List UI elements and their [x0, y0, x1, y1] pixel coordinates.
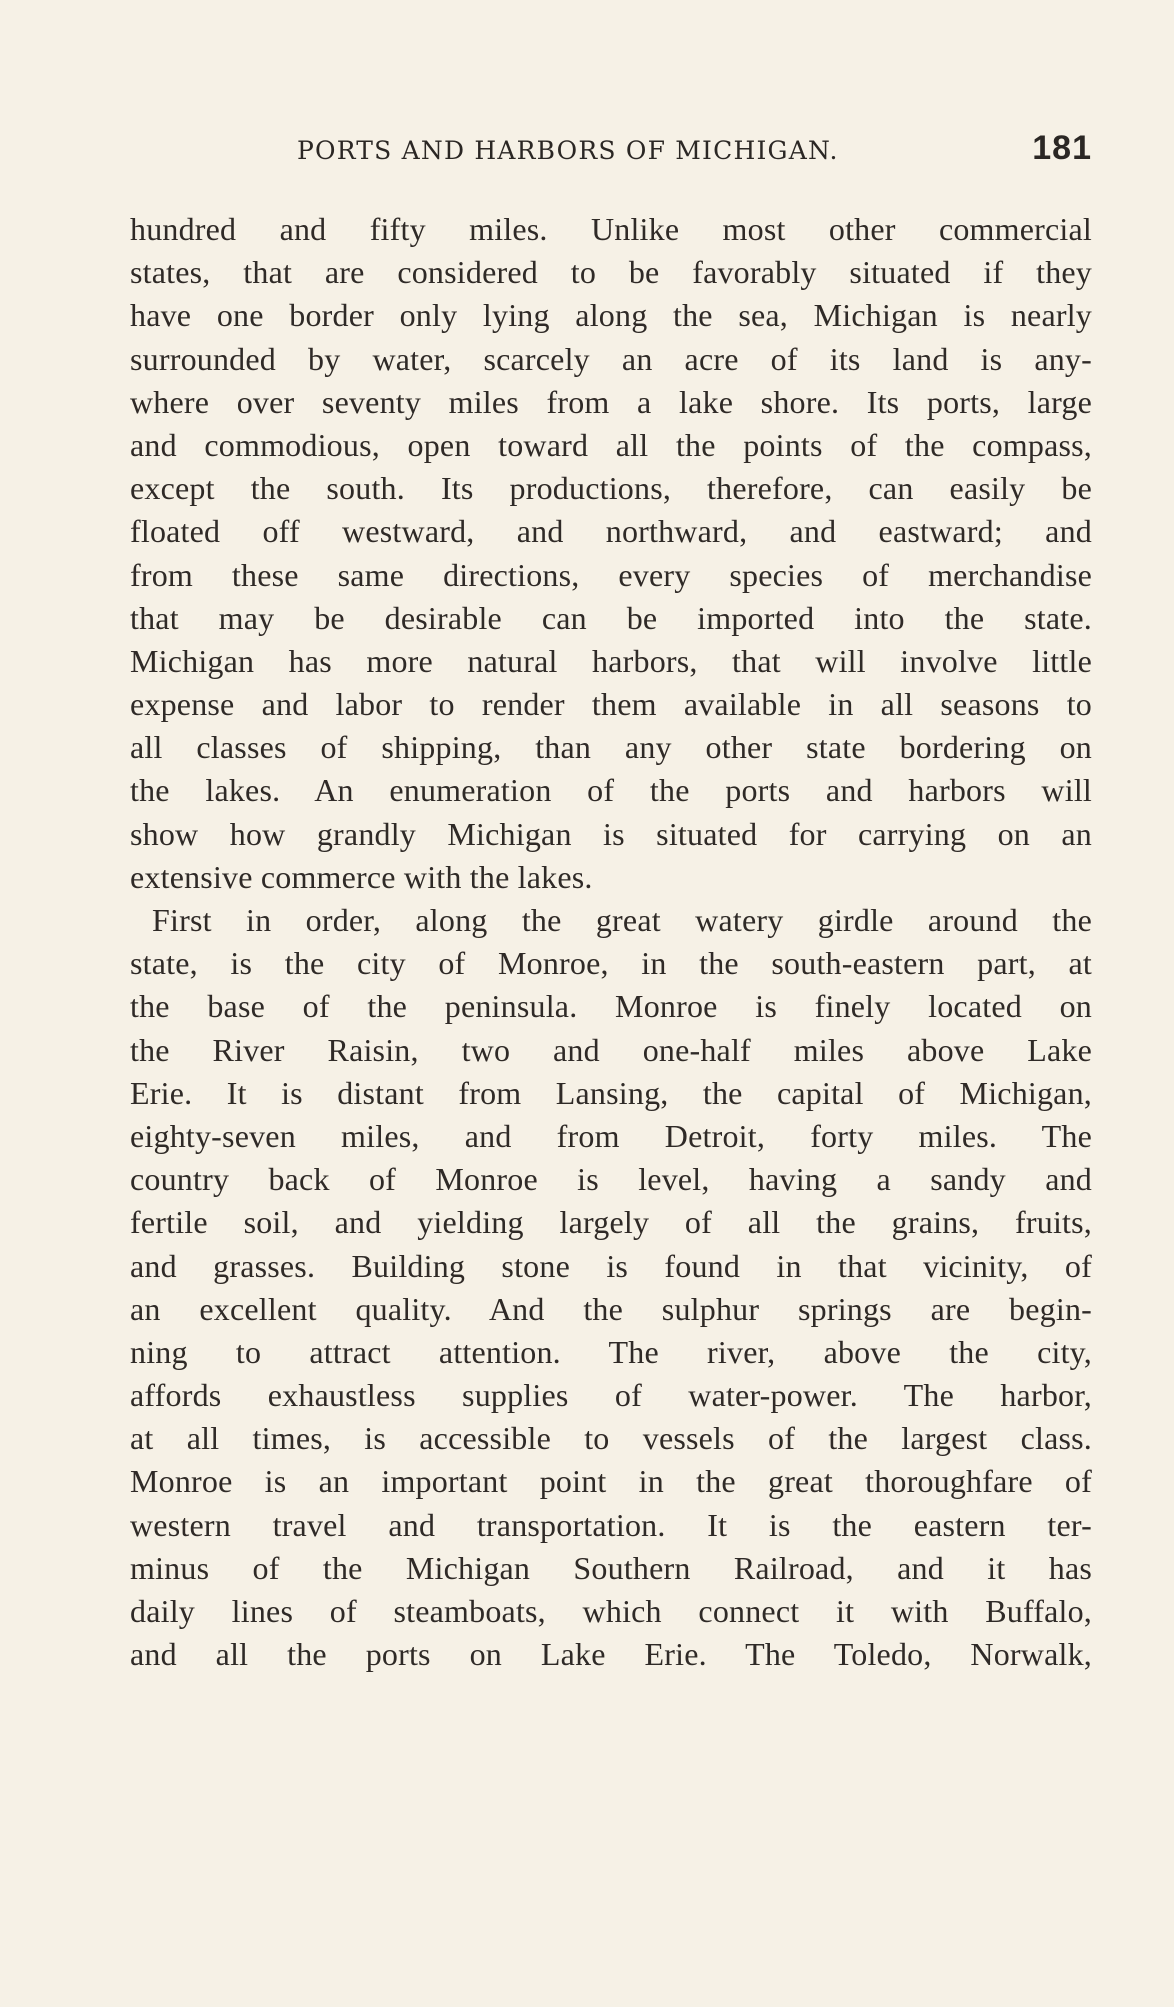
- text-line: the lakes. An enumeration of the ports and harbors will: [130, 772, 1092, 809]
- text-line: state, is the city of Monroe, in the south-eastern part, at: [130, 945, 1092, 982]
- text-line: show how grandly Michigan is situated for carrying on an: [130, 815, 1092, 852]
- text-line: and commodious, open toward all the points of the compass,: [130, 426, 1092, 463]
- running-head: [130, 128, 1092, 172]
- paragraph-start-line: First in order, along the great watery girdle around the: [152, 902, 1092, 938]
- text-line: except the south. Its productions, therefore, can easily be: [130, 470, 1092, 507]
- text-line: Monroe is an important point in the great thoroughfare of: [130, 1463, 1092, 1500]
- text-line: affords exhaustless supplies of water-power. The harbor,: [130, 1377, 1092, 1414]
- text-line: the River Raisin, two and one-half miles above Lake: [130, 1031, 1092, 1068]
- text-line: and all the ports on Lake Erie. The Toledo, Norwalk,: [130, 1636, 1092, 1673]
- text-line: all classes of shipping, than any other state bordering on: [130, 729, 1092, 766]
- text-line: an excellent quality. And the sulphur springs are begin-: [130, 1290, 1092, 1327]
- text-line: Michigan has more natural harbors, that will involve little: [130, 642, 1092, 679]
- text-line: at all times, is accessible to vessels of the largest class.: [130, 1420, 1092, 1457]
- text-line: floated off westward, and northward, and eastward; and: [130, 513, 1092, 550]
- text-line: daily lines of steamboats, which connect it with Buffalo,: [130, 1593, 1092, 1629]
- text-line: hundred and fifty miles. Unlike most other commercial: [130, 211, 1092, 247]
- text-line: and grasses. Building stone is found in that vicinity, of: [130, 1247, 1092, 1284]
- text-line: eighty-seven miles, and from Detroit, forty miles. The: [130, 1117, 1092, 1154]
- text-line: where over seventy miles from a lake shore. Its ports, large: [130, 383, 1092, 420]
- text-line: states, that are considered to be favorably situated if they: [130, 254, 1092, 291]
- text-line: have one border only lying along the sea, Michigan is nearly: [130, 297, 1092, 334]
- page-number: 181: [1032, 129, 1092, 167]
- text-line: country back of Monroe is level, having a sandy and: [130, 1161, 1092, 1198]
- text-line: the base of the peninsula. Monroe is finely located on: [130, 988, 1092, 1025]
- text-line: surrounded by water, scarcely an acre of its land is any-: [130, 340, 1092, 377]
- text-line: Erie. It is distant from Lansing, the capital of Michigan,: [130, 1074, 1092, 1111]
- text-line: ning to attract attention. The river, above the city,: [130, 1333, 1092, 1370]
- text-line: expense and labor to render them available in all seasons to: [130, 686, 1092, 723]
- running-title: PORTS AND HARBORS OF MICHIGAN.: [297, 136, 839, 165]
- text-line: fertile soil, and yielding largely of all the grains, fruits,: [130, 1204, 1092, 1241]
- body-text: [130, 208, 1092, 1676]
- text-line: minus of the Michigan Southern Railroad, and it has: [130, 1549, 1092, 1586]
- text-line: extensive commerce with the lakes.: [130, 858, 593, 895]
- text-line: from these same directions, every species of merchandise: [130, 556, 1092, 593]
- text-line: that may be desirable can be imported into the state.: [130, 599, 1092, 636]
- text-line: western travel and transportation. It is the eastern ter-: [130, 1506, 1092, 1543]
